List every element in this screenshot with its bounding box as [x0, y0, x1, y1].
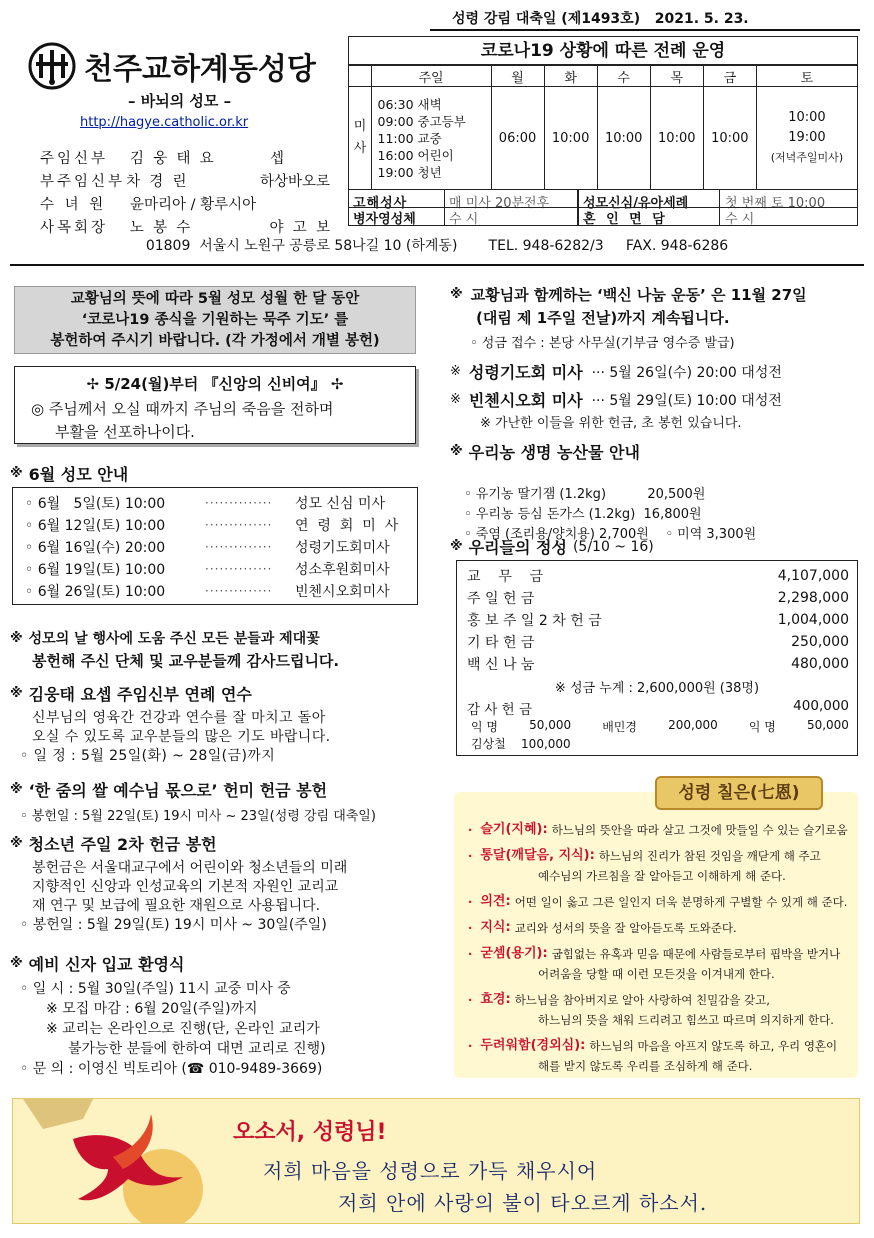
- staff-role: 사목회장: [40, 220, 109, 236]
- day-header: 목: [650, 66, 703, 87]
- gift-line: [468, 820, 848, 840]
- gift-bullet-icon: ·: [468, 849, 473, 863]
- gift-bullet-icon: ·: [468, 921, 473, 935]
- day-header: 월: [491, 66, 544, 87]
- gift-name: 지식:: [480, 920, 511, 935]
- sunday-time: 09:00 중고등부: [377, 113, 466, 129]
- offering-value: 1,004,000: [777, 612, 849, 628]
- sick-communion-value: 수 시: [449, 212, 479, 227]
- gift-item: [468, 918, 848, 938]
- gift-desc-2: 어려움을 당할 때 이런 모든것을 이겨내게 한다.: [538, 967, 775, 981]
- address-line: 01809 서울시 노원구 공릉로 58나길 10 (하계동) TEL. 948-6282/3 FAX. 948-6286: [145, 238, 729, 254]
- sunday-time: 16:00 어린이: [377, 147, 454, 163]
- offering-label: 기 타 헌 금: [467, 635, 535, 651]
- staff-list: [40, 146, 330, 238]
- gift-desc-2: 하느님의 뜻을 채워 드리려고 힘쓰고 따르며 의지하게 한다.: [538, 1013, 834, 1027]
- youth-offering-section: ※ 청소년 주일 2차 헌금 봉헌 봉헌금은 서울대교구에서 어린이와 청소년들의 미래 지향적인 신앙과 인성교육의 기본적 자원인 교리교 재 연구 및 보급에 필요한 재원으로 사용됩니다. ◦ 봉헌일 : 5월 29일(토) 19시 미사 ~ 30일(주일): [10, 835, 348, 933]
- gift-desc: 교리와 성서의 뜻을 잘 알아듣도록 도와준다.: [514, 921, 737, 935]
- staff-name: 노 봉 수: [129, 220, 191, 236]
- offering-title: ※ 우리들의 정성 (5/10 ~ 16): [450, 538, 654, 557]
- weekday-time: 10:00: [544, 87, 597, 190]
- june-date: ◦ 6월 16일(수) 20:00: [25, 540, 166, 556]
- retreat-section: ※ 김웅태 요셉 주임신부 연례 연수 신부님의 영육간 건강과 연수를 잘 마치고 돌아 오실 수 있도록 교우분들의 많은 기도 바랍니다. ◦ 일 정 : 5월 25일(화) ~ 28일(금)까지: [10, 685, 331, 764]
- sunday-time: 11:00 교중: [377, 130, 442, 146]
- gift-line: [468, 944, 848, 964]
- staff-row: [40, 192, 330, 215]
- gift-desc: 하느님의 마음을 아프지 않도록 하고, 우리 영혼이: [589, 1039, 838, 1053]
- gift-name: 통달(깨달음, 지식):: [480, 848, 595, 863]
- weekday-time: 06:00: [491, 87, 544, 190]
- staff-role: 부주임신부: [40, 174, 126, 190]
- mass-extra: [349, 189, 857, 225]
- confession-value: 매 미사 20분전후: [449, 196, 550, 211]
- gift-bullet-icon: ·: [468, 823, 473, 837]
- staff-role: 수 녀 원: [40, 197, 107, 213]
- offering-label: 홍 보 주 일 2 차 헌 금: [467, 613, 602, 629]
- staff-row: [40, 169, 330, 192]
- day-header: 토: [756, 66, 857, 87]
- banner-line-3: 저희 안에 사랑의 불이 타오르게 하소서.: [338, 1191, 708, 1215]
- gift-line: [468, 1036, 848, 1056]
- day-header: 주일: [371, 66, 491, 87]
- offering-value: 2,298,000: [777, 590, 849, 606]
- june-dots: ··············: [205, 562, 273, 576]
- june-section-title: ※ 6월 성모 안내: [10, 465, 129, 484]
- june-schedule: [12, 487, 418, 605]
- june-item: [25, 558, 417, 580]
- gift-bullet-icon: ·: [468, 993, 473, 1007]
- seven-gifts-title: 성령 칠은(七恩): [655, 776, 823, 810]
- staff-name: 윤마리아 / 황루시아: [130, 197, 257, 213]
- gift-name: 의견:: [480, 894, 511, 909]
- rice-offering-section: ※ ‘한 줌의 쌀 예수님 몫으로’ 헌미 헌금 봉헌 ◦ 봉헌일 : 5월 22일(토) 19시 미사 ~ 23일(성령 강림 대축일): [10, 781, 376, 824]
- vaccine-section: ※ 교황님과 함께하는 ‘백신 나눔 운동’ 은 11월 27일 (대림 제 1주일 전날)까지 계속됩니다. ◦ 성금 접수 : 본당 사무실(기부금 영수증 발급): [450, 286, 807, 351]
- baptism-value: 첫 번째 토 10:00: [725, 196, 826, 211]
- gift-item: [468, 1036, 848, 1076]
- prayer-mass: ※ 성령기도회 미사 ··· 5월 26일(수) 20:00 대성전: [450, 363, 782, 382]
- gift-name: 슬기(지혜):: [480, 822, 548, 837]
- vincent-note: ※ 가난한 이들을 위한 헌금, 초 봉헌 있습니다.: [480, 416, 742, 431]
- june-event: 성소후원회미사: [295, 562, 390, 578]
- gift-item: [468, 944, 848, 984]
- offering-total: ※ 성금 누계 : 2,600,000원 (38명): [554, 681, 760, 696]
- offering-table: 교 무 금 4,107,000 주 일 헌 금 2,298,000 홍 보 주 일 2 차 헌 금 1,004,000 기 타 헌 금 250,000 백 신 나 눔 480,000 ※ 성금 누계 : 2,600,000원 (38명) 감 사 헌 금 400,000 익 명 50,000 배민경 200,000 익 명 50,000 김상철 100,000: [456, 560, 858, 756]
- staff-name: 차 경 린: [126, 174, 187, 190]
- holy-spirit-banner: [12, 1098, 860, 1224]
- offering-row: [467, 631, 849, 653]
- sick-communion-label: 병자영성체: [353, 212, 416, 227]
- gift-bullet-icon: ·: [468, 1039, 473, 1053]
- catechumen-section: ※ 예비 신자 입교 환영식 ◦ 일 시 : 5월 30일(주일) 11시 교중 미사 중 ※ 모집 마감 : 6월 20일(주일)까지 ※ 교리는 온라인으로 진행(단, 온라인 교리가 불가능한 분들에 한하여 대면 교리로 진행) ◦ 문 의 : 이영신 빅토리아 (☎ 010-9489-3669): [10, 955, 326, 1077]
- june-event: 연 령 회 미 사: [295, 518, 399, 534]
- staff-saint: 하상바오로: [259, 174, 330, 190]
- june-event: 성모 신심 미사: [295, 496, 386, 512]
- offering-label: 주 일 헌 금: [467, 591, 535, 607]
- offering-value: 480,000: [791, 656, 849, 672]
- june-date: ◦ 6월 19일(토) 10:00: [25, 562, 166, 578]
- staff-row: [40, 146, 330, 169]
- mass-title: 코로나19 상황에 따른 전례 운영: [349, 37, 857, 65]
- june-dots: ··············: [205, 540, 273, 554]
- staff-saint: 셉: [270, 151, 285, 167]
- thanks-notice: ※ 성모의 날 행사에 도움 주신 모든 분들과 제대꽃 봉헌해 주신 단체 및 교우분들께 감사드립니다.: [10, 631, 340, 670]
- gift-line: [468, 846, 848, 866]
- gift-name: 굳셈(용기):: [480, 946, 548, 961]
- june-dots: ··············: [205, 496, 273, 510]
- june-item: [25, 492, 417, 514]
- day-header: 화: [544, 66, 597, 87]
- june-event: 성령기도회미사: [295, 540, 390, 556]
- rosary-notice: 교황님의 뜻에 따라 5월 성모 성월 한 달 동안 ‘코로나19 종식을 기원하는 묵주 기도’ 를 봉헌하여 주시기 바랍니다. (각 가정에서 개별 봉헌): [14, 286, 416, 354]
- mass-label: 미사: [349, 87, 371, 190]
- gift-desc: 하느님을 참아버지로 알아 사랑하여 친밀감을 갖고,: [514, 993, 770, 1007]
- gift-name: 두려워함(경외심):: [480, 1038, 586, 1053]
- june-event: 빈첸시오회미사: [295, 584, 390, 600]
- day-header: 수: [597, 66, 650, 87]
- banner-line-2: 저희 마음을 성령으로 가득 채우시어: [263, 1159, 598, 1183]
- banner-line-1: 오소서, 성령님!: [233, 1120, 387, 1145]
- sunday-time: 06:30 새벽: [377, 96, 442, 112]
- offering-value: 4,107,000: [777, 568, 849, 584]
- vincent-mass: ※ 빈첸시오회 미사 ··· 5월 29일(토) 10:00 대성전: [450, 391, 782, 410]
- sunday-time: 19:00 청년: [377, 164, 442, 180]
- gift-item: [468, 892, 848, 912]
- parish-url-link[interactable]: http://hagye.catholic.or.kr: [80, 115, 249, 130]
- gift-item: [468, 846, 848, 886]
- thanks-offering-value: 400,000: [793, 698, 849, 714]
- marriage-label: 혼 인 면 담: [583, 212, 668, 227]
- june-item: [25, 536, 417, 558]
- offering-row: [467, 609, 849, 631]
- offering-row: [467, 587, 849, 609]
- parish-subtitle: – 바뇌의 성모 –: [128, 92, 232, 110]
- parish-name: 천주교하계동성당: [84, 52, 316, 87]
- weekday-time: 10:00: [703, 87, 756, 190]
- header-rule: [430, 29, 860, 31]
- weekday-time: 10:00: [597, 87, 650, 190]
- staff-name: 김 웅 태 요: [130, 151, 214, 167]
- mystery-title: ✢ 5/24(월)부터 『신앙의 신비여』 ✢: [86, 375, 344, 393]
- mystery-line: 부활을 선포하나이다.: [55, 423, 195, 441]
- issue-title: 성령 강림 대축일 (제1493호) 2021. 5. 23.: [452, 11, 749, 27]
- saturday-times: 10:00 19:00 (저녁주일미사): [756, 87, 857, 190]
- gift-line: [468, 892, 848, 912]
- mystery-line: ◎ 주님께서 오실 때까지 주님의 죽음을 전하며: [31, 400, 334, 418]
- june-dots: ··············: [205, 518, 273, 532]
- gift-name: 효경:: [480, 992, 511, 1007]
- offering-row: [467, 565, 849, 587]
- gift-bullet-icon: ·: [468, 895, 473, 909]
- gift-desc: 하느님의 뜻안을 따라 살고 그것에 맛들일 수 있는 슬기로움: [551, 823, 848, 837]
- staff-saint: 야 고 보: [269, 220, 330, 236]
- mass-schedule: [348, 36, 858, 226]
- gift-bullet-icon: ·: [468, 947, 473, 961]
- gift-item: [468, 820, 848, 840]
- june-date: ◦ 6월 12일(토) 10:00: [25, 518, 166, 534]
- day-header: 금: [703, 66, 756, 87]
- offering-row: [467, 653, 849, 675]
- june-date: ◦ 6월 5일(토) 10:00: [25, 496, 166, 512]
- weekday-time: 10:00: [650, 87, 703, 190]
- baptism-label: 성모신심/유아세례: [583, 196, 689, 211]
- offering-label: 백 신 나 눔: [467, 657, 535, 673]
- gift-desc: 어떤 일이 옳고 그른 일인지 더욱 분명하게 구별할 수 있게 해 준다.: [514, 895, 848, 909]
- staff-role: 주임신부: [40, 151, 109, 167]
- header-divider: [10, 264, 864, 266]
- offering-value: 250,000: [791, 634, 849, 650]
- gift-desc-2: 예수님의 가르침을 잘 알아듣고 이해하게 해 준다.: [538, 869, 786, 883]
- sunday-times: [371, 87, 491, 190]
- june-item: [25, 514, 417, 536]
- marriage-value: 수 시: [725, 212, 755, 227]
- dove-fire-icon: [13, 1099, 213, 1224]
- parish-logo-icon: [28, 42, 76, 90]
- gift-item: [468, 990, 848, 1030]
- seven-gifts-box: [454, 792, 858, 1078]
- mystery-of-faith-box: [14, 366, 416, 444]
- june-item: [25, 580, 417, 602]
- gift-desc: 하느님의 진리가 참된 것임을 깨닫게 해 주고: [598, 849, 821, 863]
- farm-products-section: ※ 우리농 생명 농산물 안내 ◦ 유기농 딸기잼 (1.2kg) 20,500원 ◦ 우리농 등심 돈가스 (1.2kg) 16,800원 ◦ 죽염 (조리용/양치용) 2,700원 ◦ 미역 3,300원: [450, 443, 757, 542]
- june-date: ◦ 6월 26일(토) 10:00: [25, 584, 166, 600]
- gift-desc-2: 해를 받지 않도록 우리를 조심하게 해 준다.: [538, 1059, 753, 1073]
- confession-label: 고해성사: [353, 196, 408, 211]
- gift-line: [468, 990, 848, 1010]
- gift-line: [468, 918, 848, 938]
- offering-label: 교 무 금: [467, 569, 544, 585]
- june-dots: ··············: [205, 584, 273, 598]
- gift-desc: 굽힘없는 유혹과 믿음 때문에 사람들로부터 핍박을 받거나: [551, 947, 841, 961]
- thanks-offering-label: 감 사 헌 금: [467, 702, 533, 718]
